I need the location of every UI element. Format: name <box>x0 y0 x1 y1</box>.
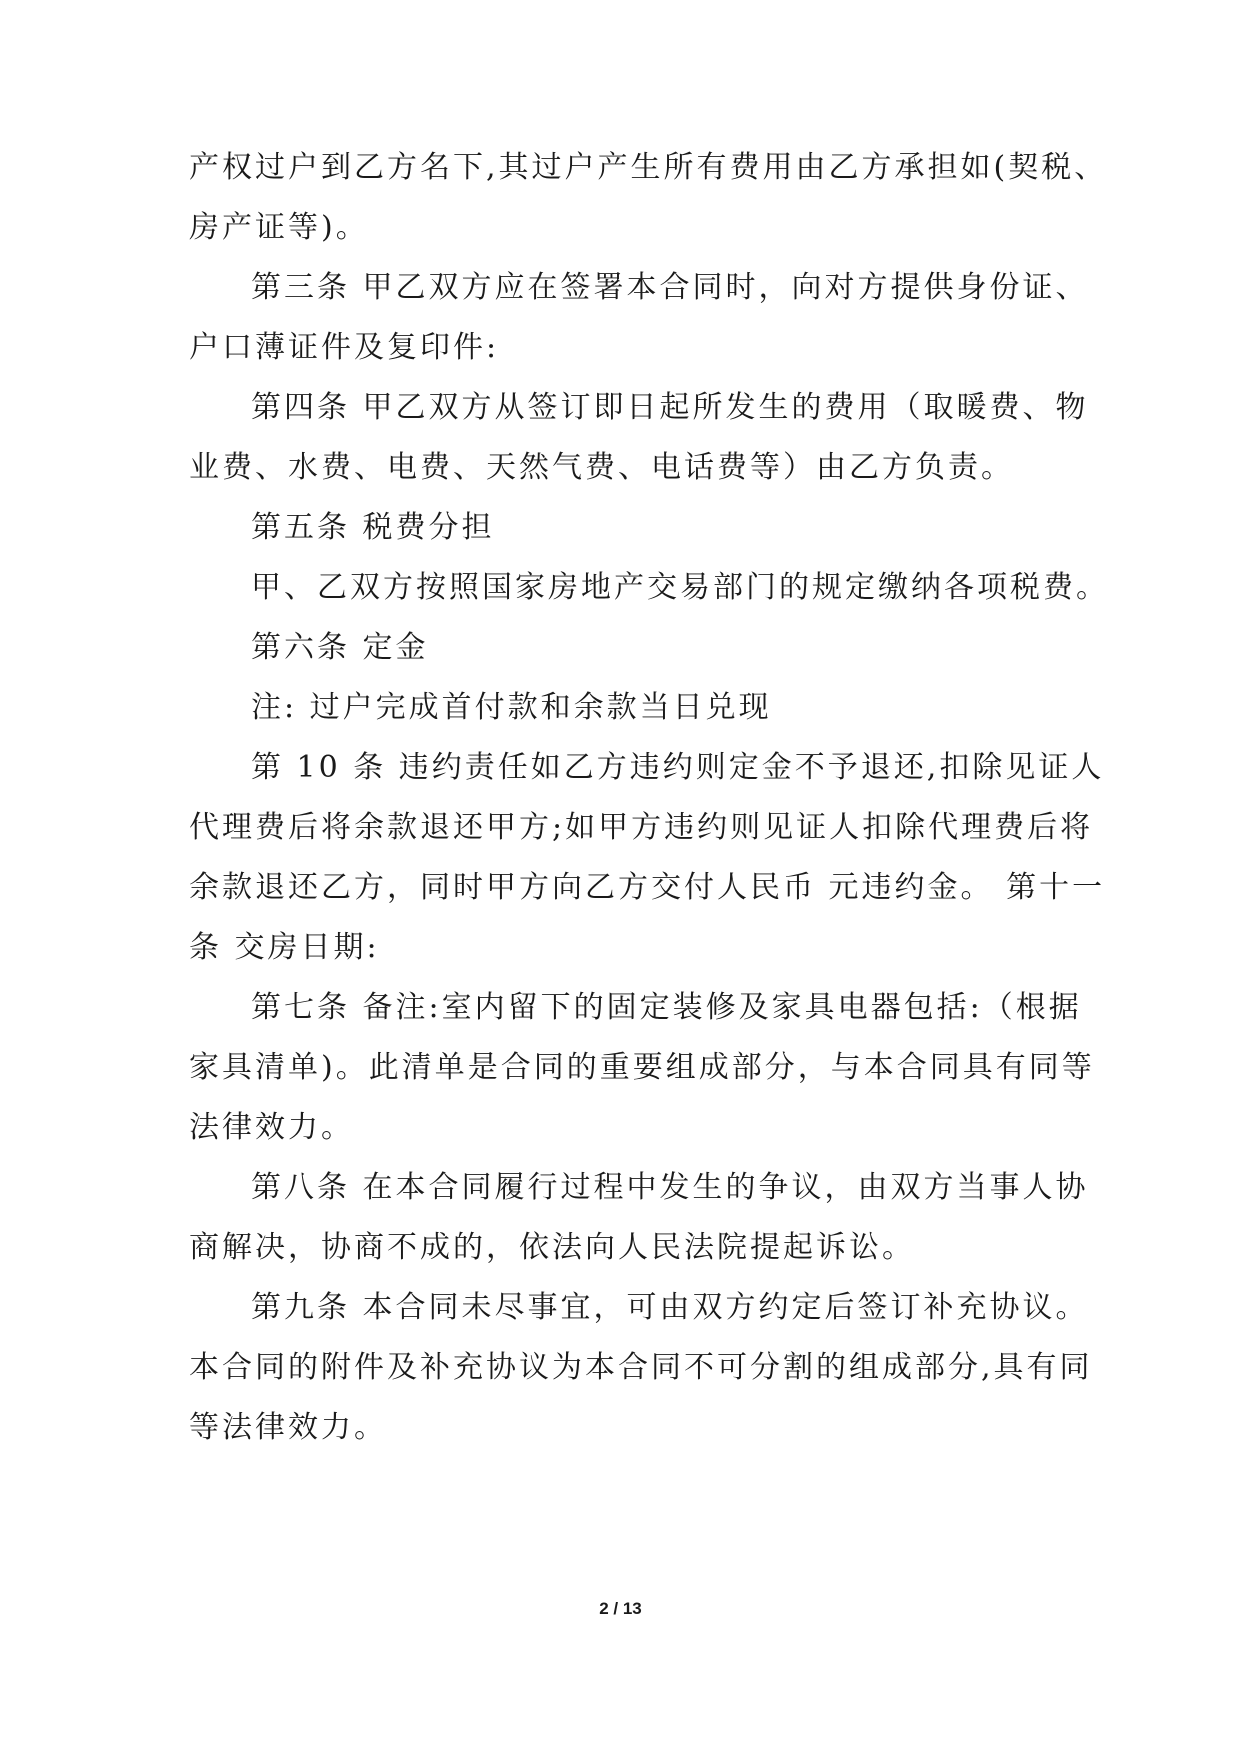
text-line: 业费、水费、电费、天然气费、电话费等）由乙方负责。 <box>189 450 1014 485</box>
text-line: 第九条 本合同未尽事宜，可由双方约定后签订补充协议。 <box>251 1290 1089 1325</box>
text-line: 第四条 甲乙双方从签订即日起所发生的费用（取暖费、物 <box>251 390 1089 425</box>
text-line: 等法律效力。 <box>189 1410 387 1445</box>
text-line: 法律效力。 <box>189 1110 354 1145</box>
text-line: 第五条 税费分担 <box>251 510 495 545</box>
text-line: 代理费后将余款退还甲方;如甲方违约则见证人扣除代理费后将 <box>189 810 1094 845</box>
text-line: 户口薄证件及复印件: <box>189 330 500 365</box>
text-line: 条 交房日期: <box>189 930 380 965</box>
text-line: 商解决，协商不成的，依法向人民法院提起诉讼。 <box>189 1230 915 1265</box>
text-line: 房产证等)。 <box>189 210 369 245</box>
text-line: 注: 过户完成首付款和余款当日兑现 <box>251 690 772 725</box>
text-line: 第六条 定金 <box>251 630 429 665</box>
text-line: 余款退还乙方，同时甲方向乙方交付人民币 元违约金。 第十一 <box>189 870 1106 905</box>
text-line: 家具清单)。此清单是合同的重要组成部分，与本合同具有同等 <box>189 1050 1095 1085</box>
text-line: 第八条 在本合同履行过程中发生的争议，由双方当事人协 <box>251 1170 1089 1205</box>
text-line: 产权过户到乙方名下,其过户产生所有费用由乙方承担如(契税、 <box>189 150 1108 185</box>
text-line: 本合同的附件及补充协议为本合同不可分割的组成部分,具有同 <box>189 1350 1093 1385</box>
text-line: 甲、乙双方按照国家房地产交易部门的规定缴纳各项税费。 <box>251 570 1109 605</box>
text-line: 第七条 备注:室内留下的固定装修及家具电器包括:（根据 <box>251 990 1082 1025</box>
text-line: 第三条 甲乙双方应在签署本合同时，向对方提供身份证、 <box>251 270 1089 305</box>
text-line: 第 10 条 违约责任如乙方违约则定金不予退还,扣除见证人 <box>251 750 1105 785</box>
page-number: 2 / 13 <box>599 1599 642 1618</box>
